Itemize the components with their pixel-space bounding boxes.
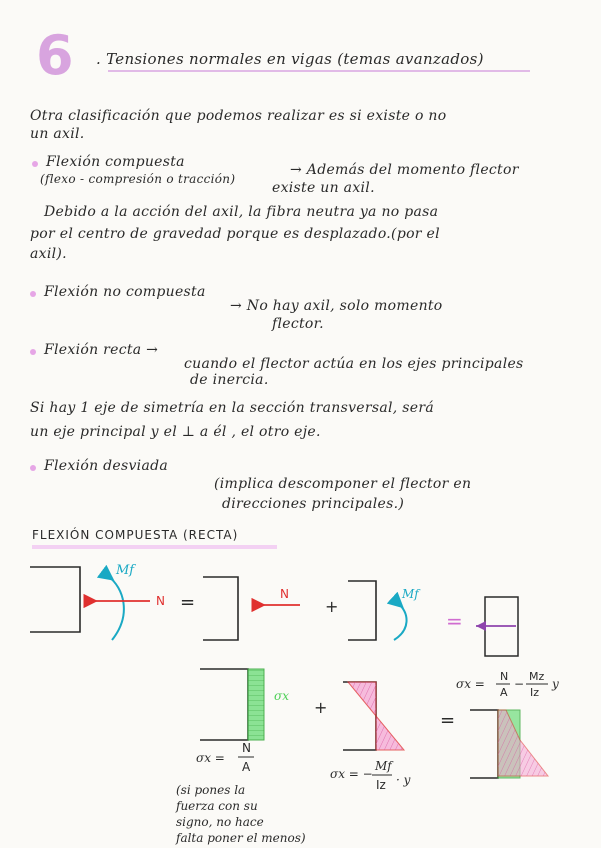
flexion-no-compuesta-desc-2: flector. [272, 316, 324, 332]
flexion-compuesta-para-3: axil). [30, 246, 67, 262]
stress-beam-axial [200, 669, 248, 740]
section-highlight [32, 545, 277, 549]
equals-3: = [440, 710, 456, 731]
note-line-2: fuerza con su [176, 799, 258, 813]
label-n-1: N [156, 594, 165, 608]
page-title: . Tensiones normales en vigas (temas avanzados) [96, 50, 484, 68]
label-mf-2: Mf [402, 587, 419, 601]
plus-1: + [325, 597, 339, 616]
flexion-compuesta-para-1: Debido a la acción del axil, la fibra neutra ya no pasa [44, 204, 439, 220]
formula-axil-lhs: σx = [196, 751, 225, 765]
stress-hatch-uniform [248, 669, 264, 740]
bullet-icon [30, 349, 36, 355]
formula-top-den1: A [500, 686, 508, 699]
formula-top-lhs: σx = [456, 677, 485, 691]
note-line-1: (si pones la [176, 783, 246, 797]
bullet-icon [30, 291, 36, 297]
label-sigma-x: σx [274, 689, 289, 703]
flexion-compuesta-desc: → Además del momento flector [290, 162, 519, 178]
term-flexion-desviada: Flexión desviada [44, 458, 169, 474]
label-n-2: N [280, 587, 289, 601]
flexion-no-compuesta-desc: → No hay axil, solo momento [230, 298, 443, 314]
intro-line-1: Otra clasificación que podemos realizar es si existe o no [30, 108, 447, 124]
note-line-3: signo, no hace [176, 815, 264, 829]
formula-axil-num: N [242, 741, 251, 755]
equals-2: = [446, 609, 463, 633]
formula-axil-den: A [242, 760, 251, 774]
flexion-compuesta-subtitle: (flexo - compresión o tracción) [40, 172, 236, 186]
formula-top-minus: − [514, 677, 525, 691]
label-mf-1: Mf [116, 563, 135, 578]
chapter-number: 6 [36, 24, 74, 87]
flexion-diagram [0, 555, 601, 848]
bullet-icon [32, 161, 38, 167]
formula-top-num1: N [500, 670, 509, 683]
flexion-desviada-desc: (implica descomponer el flector en [214, 476, 472, 492]
formula-mf-den: Iz [376, 778, 386, 792]
term-flexion-recta: Flexión recta → [44, 342, 159, 358]
flexion-desviada-desc-2: direcciones principales.) [222, 496, 405, 512]
note-line-4: falta poner el menos) [176, 831, 306, 845]
plus-2: + [314, 698, 328, 717]
flexion-recta-para-1: Si hay 1 eje de simetría en la sección transversal, será [30, 400, 434, 416]
formula-top-rhs: y [552, 677, 559, 691]
flexion-compuesta-para-2: por el centro de gravedad porque es desplazado.(por el [30, 226, 440, 242]
formula-top-num2: Mz [529, 670, 545, 683]
formula-top-den2: Iz [530, 686, 540, 699]
term-flexion-no-compuesta: Flexión no compuesta [44, 284, 206, 300]
title-underline [108, 70, 530, 72]
beam-1 [30, 567, 80, 632]
formula-mf-lhs: σx = − [330, 767, 373, 781]
flexion-compuesta-desc-2: existe un axil. [272, 180, 375, 196]
flexion-recta-para-2: un eje principal y el ⊥ a él , el otro eje. [30, 424, 321, 440]
bullet-icon [30, 465, 36, 471]
beam-2 [203, 577, 238, 640]
section-arrowhead [476, 621, 486, 631]
beam-3 [348, 581, 376, 640]
formula-mf-rhs: · y [396, 773, 411, 787]
moment-arrow-1 [108, 576, 124, 640]
flexion-recta-desc: cuando el flector actúa en los ejes principales [184, 356, 524, 372]
flexion-recta-desc-2: de inercia. [190, 372, 269, 388]
equals-1: = [180, 592, 196, 613]
term-flexion-compuesta: Flexión compuesta [46, 154, 185, 170]
formula-mf-num: Mf [375, 759, 392, 773]
moment-arrow-2 [394, 603, 407, 640]
intro-line-2: un axil. [30, 126, 85, 142]
stress-beam-total [470, 710, 498, 778]
section-title: FLEXIÓN COMPUESTA (RECTA) [32, 528, 239, 542]
